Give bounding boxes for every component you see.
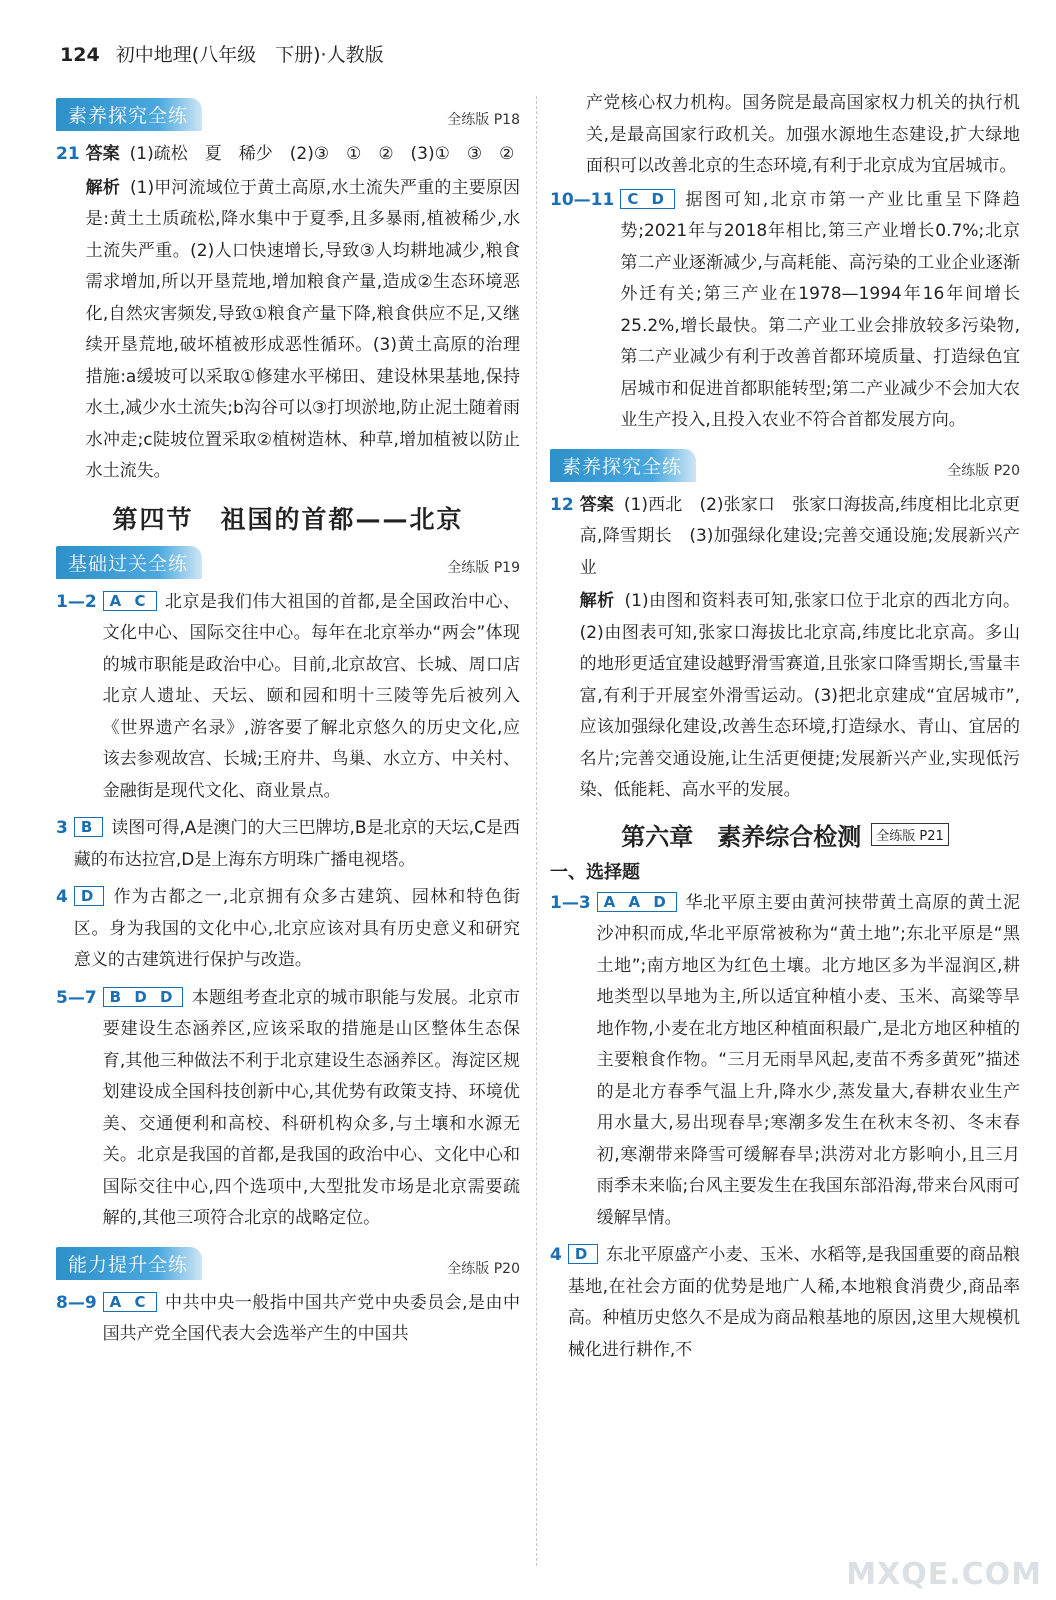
- answer-box: D: [568, 1244, 598, 1264]
- question-8-9: 8—9 A C 中共中央一般指中国共产党中央委员会,是由中国共产党全国代表大会选举产生的中国共: [56, 1292, 520, 1344]
- question-12: 12 答案 (1)西北 (2)张家口 张家口海拔高,纬度相比北京更高,降雪期长 (3)加强绿化建设;完善交通设施;发展新兴产业 解析 (1)由图和资料表可知,张家口位于北京的西北方向。(2)由图表可知,张家口海拔比北京高,纬度比北京高。多山的地形更适宜建设越野滑雪赛道,且张家口降雪期长,雪量丰富,有利于开展室外滑雪运动。(3)把北京建成“宜居城市”,应该加强绿化建设,改善生态环境,打造绿水、青山、宜居的名片;完善交通设施,让生活更便捷;发展新兴产业,实现低污染、低能耗、高水平的发展。: [550, 490, 1020, 809]
- question-5-7: 5—7 B D D 本题组考查北京的城市职能与发展。北京市要建设生态涵养区,应该采取的措施是山区整体生态保育,其他三种做法不利于北京建设生态涵养区。海淀区规划建设成全国科技创新中心,其优势有政策支持、环境优美、交通便利和高校、科研机构众多,与土壤和水源无关。北京是我国的首都,是我国的政治中心、文化中心和国际交往中心,四个选项中,大型批发市场是北京需要疏解的,其他三项符合北京的战略定位。: [56, 987, 520, 1228]
- section-tag: 能力提升全练: [56, 1247, 202, 1280]
- answer-line: 答案 (1)疏松 夏 稀少 (2)③ ① ② (3)① ③ ②: [85, 144, 515, 164]
- continued-text: 产党核心权力机构。国务院是最高国家权力机关的执行机关,是最高国家行政机关。加强水源地生态建设,扩大绿地面积可以改善北京的生态环境,有利于北京成为宜居城市。: [586, 93, 1020, 176]
- question-4-ch6: 4 D 东北平原盛产小麦、玉米、水稻等,是我国重要的商品粮基地,在社会方面的优势是地广人稀,本地粮食消费少,商品率高。种植历史悠久不是成为商品粮基地的原因,这里大规模机械化进行耕作,不: [550, 1245, 1020, 1360]
- section-header-practice-2: [550, 449, 1020, 482]
- page-number: 124: [60, 44, 100, 66]
- answer-line: 答案 (1)西北 (2)张家口 张家口海拔高,纬度相比北京更高,降雪期长 (3)加强绿化建设;完善交通设施;发展新兴产业: [579, 494, 1020, 578]
- section-header-ability: [56, 1247, 520, 1280]
- question-21: [56, 139, 520, 490]
- section-tag: 素养探究全练: [550, 449, 696, 482]
- section-tag: 基础过关全练: [56, 546, 202, 579]
- answer-box: B: [74, 817, 103, 837]
- section-title: 第四节 祖国的首都——北京: [112, 504, 464, 534]
- question-number: 21: [56, 144, 80, 164]
- analysis-text: 解析 (1)甲河流域位于黄土高原,水土流失严重的主要原因是:黄土土质疏松,降水集中于夏季,且多暴雨,植被稀少,水土流失严重。(2)人口快速增长,导致③人均耕地减少,粮食需求增加,所以开垦荒地,增加粮食产量,造成②生态环境恶化,自然灾害频发,导致①粮食产量下降,粮食供应不足,又继续开垦荒地,破坏植被形成恶性循环。(3)黄土高原的治理措施:a缓坡可以采取①修建水平梯田、建设林果基地,保持水土,减少水土流失;b沟谷可以③打坝淤地,防止泥土随着雨水冲走;c陡坡位置采取②植树造林、种草,增加植被以防止水土流失。: [85, 177, 521, 481]
- chapter-title: 第六章 素养综合检测 全练版 P21: [550, 817, 1020, 852]
- book-title: 初中地理(八年级 下册)·人教版: [115, 44, 384, 66]
- question-3: 3 B 读图可得,A是澳门的大三巴牌坊,B是北京的天坛,C是西藏的布达拉宫,D是上海东方明珠广播电视塔。: [56, 818, 520, 870]
- question-1-3: 1—3 A A D 华北平原主要由黄河挟带黄土高原的黄土泥沙冲积而成,华北平原常被称为“黄土地”;东北平原是“黑土地”;南方地区为红色土壤。北方地区多为半湿润区,耕地类型以旱地为主,所以适宜种植小麦、玉米、高粱等旱地作物,小麦在北方地区种植面积最广,是北方地区种植的主要粮食作物。“三月无雨旱风起,麦苗不秀多黄死”描述的是北方春季气温上升,降水少,蒸发量大,春耕农业生产用水量大,易出现春旱;寒潮多发生在秋末冬初、冬末春初,寒潮带来降雪可缓解春旱;洪涝对北方影响小,且三月雨季未来临;台风主要发生在我国东部沿海,带来台风雨可缓解旱情。: [550, 892, 1020, 1228]
- question-4: 4 D 作为古都之一,北京拥有众多古建筑、园林和特色街区。身为我国的文化中心,北京应该对具有历史意义和研究意义的古建筑进行保护与改造。: [56, 887, 520, 970]
- section-header-basic: [56, 546, 520, 579]
- answer-box: A C: [103, 1292, 157, 1312]
- answer-box: B D D: [103, 987, 184, 1007]
- section-ref: 全练版 P18: [447, 112, 520, 128]
- chapter-ref: 全练版 P21: [871, 823, 949, 846]
- section-ref: 全练版 P19: [447, 559, 520, 576]
- subheading: 一、选择题: [550, 861, 640, 883]
- answer-box: D: [74, 886, 104, 906]
- question-10-11: 10—11 C D 据图可知,北京市第一产业比重呈下降趋势;2021年与2018年相比,第三产业增长0.7%;北京第二产业逐渐减少,与高耗能、高污染的工业企业逐渐外迁有关;第三产业在1978—1994年16年间增长25.2%,增长最快。第二产业工业会排放较多污染物,第二产业减少有利于改善首都环境质量、打造绿色宜居城市和促进首都职能转型;第二产业减少不会加大农业生产投入,且投入农业不符合首都发展方向。: [550, 189, 1020, 430]
- section-ref: 全练版 P20: [947, 462, 1020, 479]
- answer-box: A C: [103, 591, 157, 611]
- section-tag: 素养探究全练: [56, 98, 202, 131]
- left-column: [56, 88, 520, 1357]
- right-column: [550, 88, 1020, 1372]
- watermark: MXQE.COM: [846, 1557, 1042, 1592]
- question-1-2: 1—2 A C 北京是我们伟大祖国的首都,是全国政治中心、文化中心、国际交往中心。每年在北京举办“两会”体现的城市职能是政治中心。目前,北京故宫、长城、周口店北京人遗址、天坛、颐和园和明十三陵等先后被列入《世界遗产名录》,游客要了解北京悠久的历史文化,应该去参观故宫、长城;王府井、鸟巢、水立方、中关村、金融街是现代文化、商业景点。: [56, 591, 520, 801]
- section-header-practice: [56, 98, 520, 131]
- page-header: [60, 40, 384, 67]
- analysis-text: 解析 (1)由图和资料表可知,张家口位于北京的西北方向。(2)由图表可知,张家口海拔比北京高,纬度比北京高。多山的地形更适宜建设越野滑雪赛道,且张家口降雪期长,雪量丰富,有利于开展室外滑雪运动。(3)把北京建成“宜居城市”,应该加强绿化建设,改善生态环境,打造绿水、青山、宜居的名片;完善交通设施,让生活更便捷;发展新兴产业,实现低污染、低能耗、高水平的发展。: [579, 591, 1021, 800]
- answer-box: C D: [620, 189, 675, 209]
- answer-box: A A D: [597, 892, 677, 912]
- section-ref: 全练版 P20: [447, 1260, 520, 1277]
- column-divider: [536, 96, 537, 1566]
